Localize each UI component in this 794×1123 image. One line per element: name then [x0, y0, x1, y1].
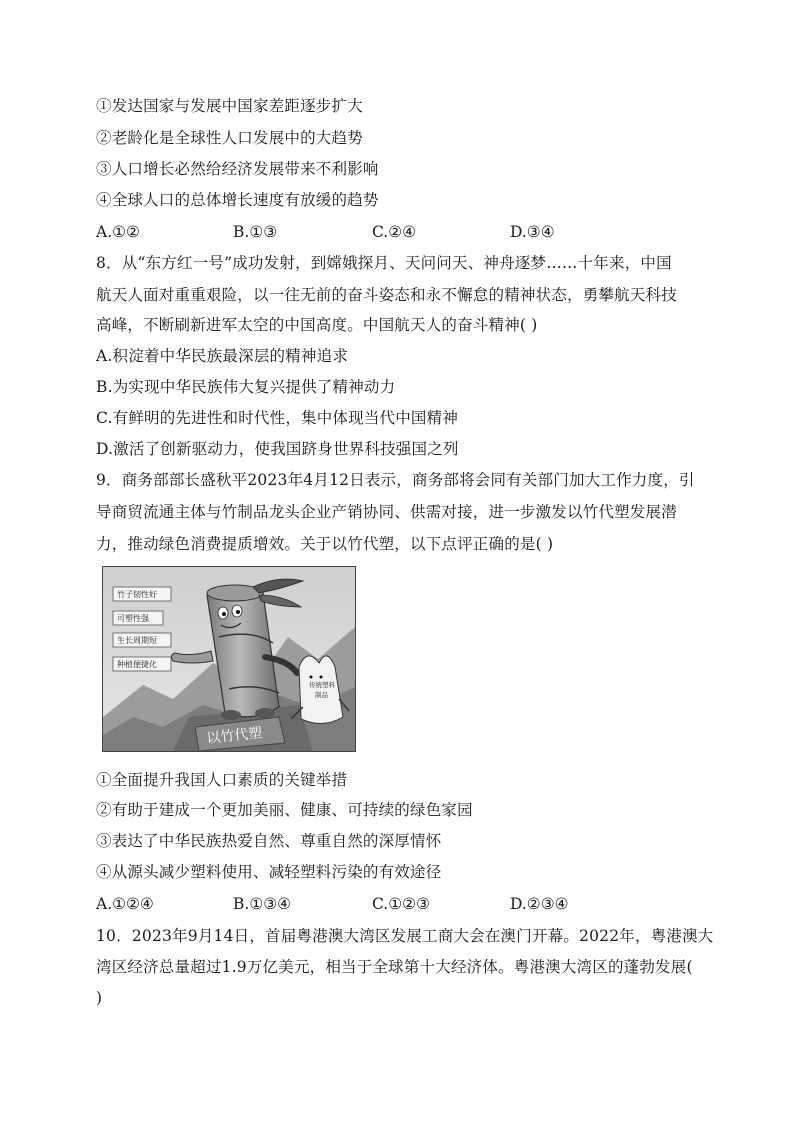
- bag-text-line-2: 制品: [315, 691, 328, 699]
- q9-stem-line-3: 力，推动绿色消费提质增效。关于以竹代塑，以下点评正确的是( ): [96, 535, 554, 553]
- q8-choice-a: A.积淀着中华民族最深层的精神追求: [96, 347, 349, 365]
- label-2: 可塑性强: [117, 614, 149, 623]
- bag-text-line-1: 传统塑料: [309, 681, 335, 689]
- label-4: 种植便捷化: [117, 660, 157, 669]
- q10-stem-line-1: 10．2023年9月14日，首届粤港澳大湾区发展工商大会在澳门开幕。2022年，粤港澳大: [96, 927, 714, 945]
- q8-choice-d: D.激活了创新驱动力，使我国跻身世界科技强国之列: [96, 440, 459, 458]
- q9-options: [96, 894, 696, 914]
- q9-option-d: D.②③④: [510, 895, 569, 913]
- q9-stem-line-2: 导商贸流通主体与竹制品龙头企业产销协同、供需对接，进一步激发以竹代塑发展潜: [96, 503, 677, 521]
- q8-stem-line-1: 8．从“东方红一号”成功发射，到嫦娥探月、天问问天、神舟逐梦……十年来，中国: [96, 254, 672, 272]
- q7-option-d: D.③④: [510, 223, 555, 241]
- q7-item-3: ③人口增长必然给经济发展带来不利影响: [96, 160, 379, 178]
- q9-item-4: ④从源头减少塑料使用、减轻塑料污染的有效途径: [96, 863, 442, 881]
- label-1: 竹子韧性好: [117, 590, 157, 599]
- q7-item-4: ④全球人口的总体增长速度有放缓的趋势: [96, 191, 379, 209]
- q7-item-2: ②老龄化是全球性人口发展中的大趋势: [96, 129, 363, 147]
- q9-option-a: A.①②④: [96, 895, 154, 913]
- q8-choice-c: C.有鲜明的先进性和时代性，集中体现当代中国精神: [96, 409, 459, 427]
- q7-option-c: C.②④: [372, 223, 417, 241]
- q9-stem-line-1: 9．商务部部长盛秋平2023年4月12日表示，商务部将会同有关部门加大工作力度，引: [96, 471, 695, 489]
- q9-option-b: B.①③④: [233, 895, 292, 913]
- base-text: 以竹代塑: [205, 725, 264, 747]
- q9-item-1: ①全面提升我国人口素质的关键举措: [96, 771, 348, 789]
- q10-stem-line-2: 湾区经济总量超过1.9万亿美元，相当于全球第十大经济体。粤港澳大湾区的蓬勃发展(: [96, 958, 693, 976]
- q8-stem-line-2: 航天人面对重重艰险，以一往无前的奋斗姿态和永不懈怠的精神状态，勇攀航天科技: [96, 286, 677, 304]
- label-3: 生长周期短: [117, 636, 157, 645]
- q7-item-1: ①发达国家与发展中国家差距逐步扩大: [96, 97, 363, 115]
- q7-option-b: B.①③: [233, 223, 278, 241]
- bamboo-cartoon-figure: [102, 566, 356, 752]
- q7-option-a: A.①②: [96, 223, 140, 241]
- q7-options: [96, 222, 696, 242]
- bamboo-cartoon-illustration: [103, 567, 355, 751]
- q9-item-2: ②有助于建成一个更加美丽、健康、可持续的绿色家园: [96, 801, 473, 819]
- q8-choice-b: B.为实现中华民族伟大复兴提供了精神动力: [96, 378, 396, 396]
- q10-stem-line-3: ): [96, 989, 103, 1007]
- q9-option-c: C.①②③: [372, 895, 430, 913]
- q9-item-3: ③表达了中华民族热爱自然、尊重自然的深厚情怀: [96, 832, 442, 850]
- q8-stem-line-3: 高峰，不断刷新进军太空的中国高度。中国航天人的奋斗精神( ): [96, 316, 538, 334]
